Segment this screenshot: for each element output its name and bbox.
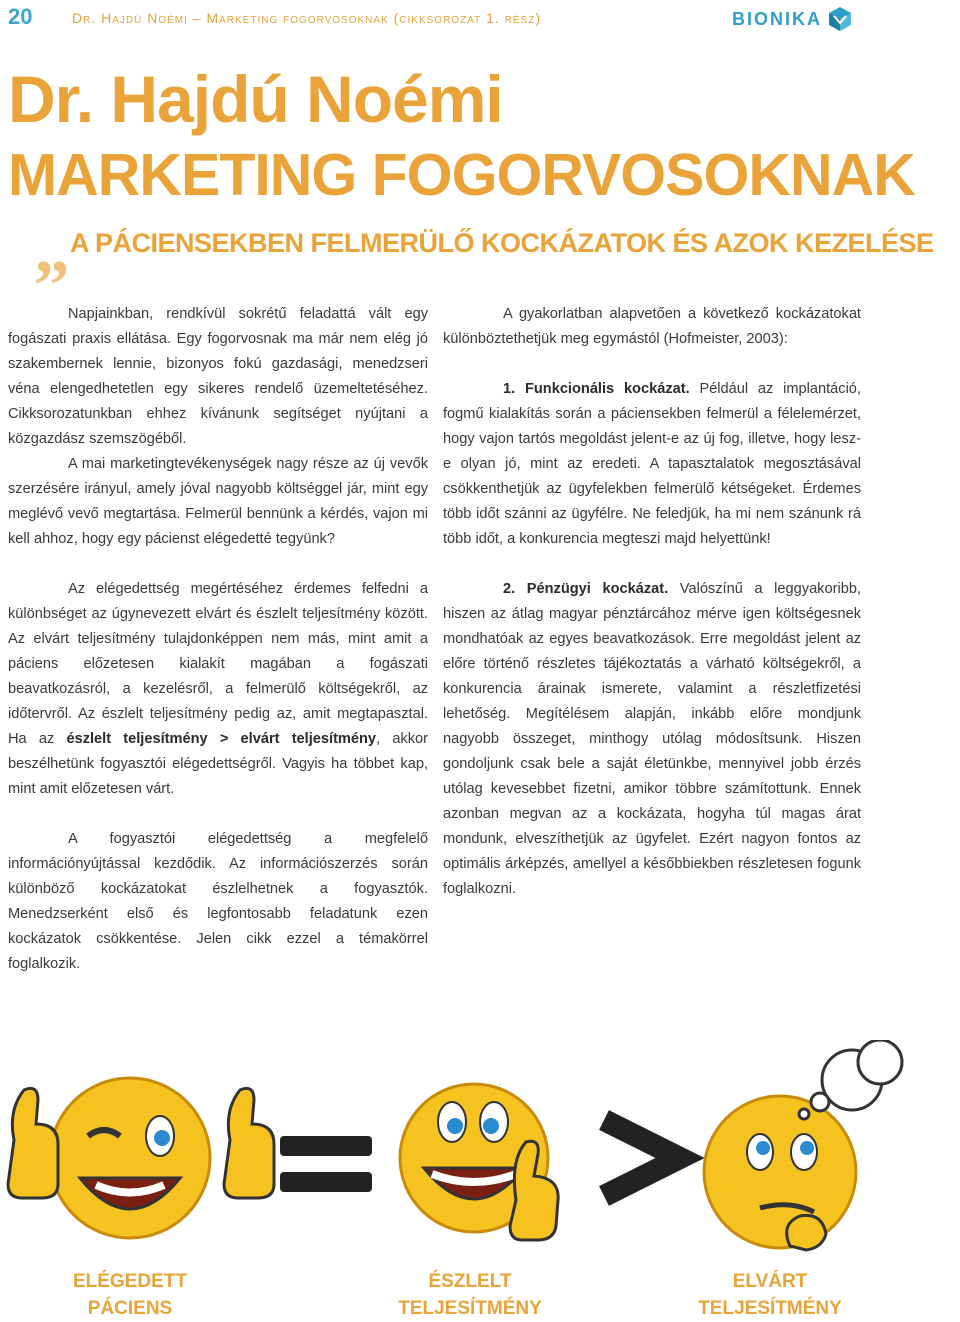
grinning-smiley-icon bbox=[400, 1084, 558, 1240]
article-subtitle: A PÁCIENSEKBEN FELMERÜLŐ KOCKÁZATOK ÉS AZOK KEZELÉSE bbox=[70, 228, 934, 258]
financial-risk-paragraph: 2. Pénzügyi kockázat. Valószínű a leggyakoribb, hiszen az átlag magyar pénztárcához mérve igen költségesnek mondhatóak az egyes beavatkozások. Erre megoldást jelent az előre történő részletes tájékoztatás a várható költségekről, a konkurencia árainak ismerete, valamint a részletfizetési lehetőség. Megítélésem alapján, inkább előre mondjunk nagyobb összeget, minthogy utólag módosítsunk. Hiszen gondoljunk csak bele a saját életünkbe, mennyivel jobb érzés utólag kevesebbet fizetni, amikor többre számítottunk. Ennek azonban megvan az a kockázata, hogyha túl magas árat mondunk, elveszíthetjük az ügyfelet. Ezért nagyon fontos az optimális árképzés, amellyel a későbbiekben részletesen fogunk foglalkozni. bbox=[443, 581, 861, 897]
quote-mark: „ bbox=[34, 208, 70, 288]
brand-name: BIONIKA bbox=[732, 8, 822, 29]
functional-risk-heading: 1. Funkcionális kockázat. bbox=[503, 381, 690, 397]
page-header bbox=[0, 0, 960, 40]
label-perceived-performance: ÉSZLELT TELJESÍTMÉNY bbox=[398, 1271, 542, 1319]
label-satisfied-patient: ELÉGEDETT PÁCIENS bbox=[72, 1271, 187, 1319]
thinking-smiley-icon bbox=[704, 1096, 856, 1250]
label-expected-performance: ELVÁRT TELJESÍTMÉNY bbox=[698, 1271, 842, 1319]
key-formula: észlelt teljesítmény > elvárt teljesítmény bbox=[66, 731, 377, 747]
intro-paragraph: Napjainkban, rendkívül sokrétű feladattá vált egy fogászati praxis ellátása. Egy fogorvosnak ma már nem elég jó szakembernek lennie, bizonyos fokú gazdasági, menedzseri véna elengedhetetlen egy sikeres rendelő üzemeltetéséhez. Cikksorozatunkban ehhez kívánunk segítséget nyújtani a közgazdász szemszögéből. bbox=[8, 306, 428, 447]
smiley-illustration bbox=[0, 1040, 960, 1270]
financial-risk-heading: 2. Pénzügyi kockázat. bbox=[503, 581, 669, 597]
thought-bubble-icon bbox=[799, 1040, 902, 1119]
cube-logo-icon bbox=[828, 6, 852, 32]
functional-risk-paragraph: 1. Funkcionális kockázat. Például az implantáció, fogmű kialakítás során a páciensekben felmerül a félelemérzet, hogy vajon tartós megoldást jelent-e az új fog, illetve, hogy lesz-e olyan jó, mint az eredeti. A tapasztalatok megosztásával csökkenthetjük az ügyfelekben felmerülő kétségeket. Érdemes több időt szánni az ügyfélre. Ne feledjük, ha mi nem szánunk rá több időt, a konkurencia megteszi majd helyettünk! bbox=[443, 381, 861, 547]
right-column bbox=[443, 302, 861, 902]
information-paragraph: A fogyasztói elégedettség a megfelelő információnyújtással kezdődik. Az információszerzés során különböző kockázatokat észlelhetnek a fogyasztók. Menedzserként első és legfontosabb feladatunk ezen kockázatok csökkentése. Jelen cikk ezzel a témakörrel foglalkozik. bbox=[8, 831, 428, 972]
satisfaction-paragraph: Az elégedettség megértéséhez érdemes felfedni a különbséget az úgynevezett elvárt és észlelt teljesítmény között. Az elvárt teljesítmény tulajdonképpen nem más, mint amit a páciens előzetesen kialakít magában a fogászati beavatkozásról, a kezelésről, a felmerülő költségekről, az időtervről. Az észlelt teljesítmény pedig az, amit megtapasztal. Ha az észlelt teljesítmény > elvárt teljesítmény, akkor beszélhetünk fogyasztói elégedettségről. Vagyis ha többet kap, mint amit előzetesen várt. bbox=[8, 581, 429, 797]
page-number: 20 bbox=[8, 4, 33, 29]
equals-sign bbox=[280, 1136, 372, 1192]
risk-intro-paragraph: A gyakorlatban alapvetően a következő kockázatokat különböztethetjük meg egymástól (Hofmeister, 2003): bbox=[443, 306, 861, 347]
left-column bbox=[8, 302, 428, 977]
brand bbox=[732, 6, 852, 32]
author-name: Dr. Hajdú Noémi bbox=[8, 62, 503, 136]
article-title: MARKETING FOGORVOSOKNAK bbox=[8, 142, 915, 208]
running-head: Dr. Hajdú Noémi – Marketing fogorvosoknak (cikksorozat 1. rész) bbox=[72, 10, 542, 26]
greater-than-sign bbox=[604, 1120, 680, 1196]
winking-smiley-icon bbox=[50, 1078, 210, 1238]
marketing-paragraph: A mai marketingtevékenységek nagy része az új vevők szerzésére irányul, amely jóval nagyobb költséggel jár, mint egy meglévő vevő megtartása. Felmerül bennünk a kérdés, vajon mi kell ahhoz, hogy egy pácienst elégedetté tegyünk? bbox=[8, 456, 428, 547]
